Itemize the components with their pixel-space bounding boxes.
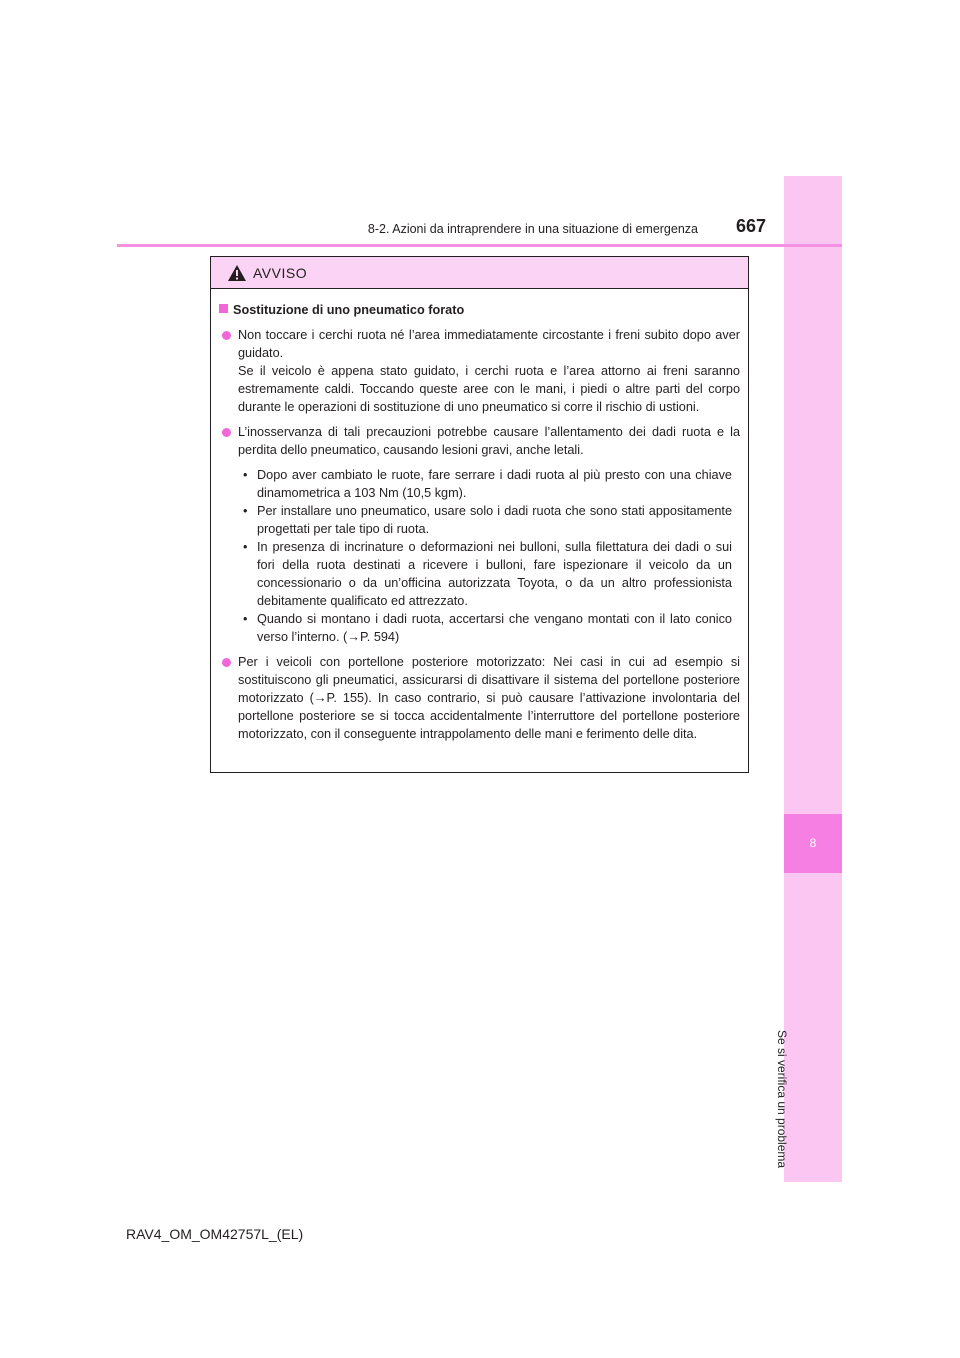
list-item (219, 653, 740, 743)
document-code: RAV4_OM_OM42757L_(EL) (126, 1226, 304, 1242)
page-number: 667 (736, 216, 767, 236)
circle-bullet-icon (222, 658, 231, 667)
sub-bullet: • (243, 468, 248, 482)
bullet-text: Per i veicoli con portellone posteriore motorizzato: Nei casi in cui ad esempio si sostituiscono gli pneumatici, assicurarsi di disattivare il sistema del portellone posteriore motorizzato (→P. 155). In caso contrario, si può causare l’attivazione involontaria del portellone posteriore se si tocca accidentalmente l’interruttore del portellone posteriore motorizzato, con il conseguente intrappolamento delle mani e ferimento delle dita. (238, 655, 740, 741)
circle-bullet-icon (222, 331, 231, 340)
bullet-text: L’inosservanza di tali precauzioni potrebbe causare l’allentamento dei dadi ruota e la perdita dello pneumatico, causando lesioni gravi, anche letali. (238, 425, 740, 457)
list-item (219, 326, 740, 416)
warning-header (211, 257, 748, 289)
side-chapter-tab (784, 176, 842, 1182)
sub-list-item (243, 538, 740, 610)
sub-item-text: Quando si montano i dadi ruota, accertarsi che vengano montati con il lato conico verso l’interno. (→P. 594) (257, 612, 732, 644)
bullet-text: Non toccare i cerchi ruota né l’area immediatamente circostante i freni subito dopo aver guidato. (238, 328, 740, 360)
sub-bullet: • (243, 504, 248, 518)
section-title: 8-2. Azioni da intraprendere in una situazione di emergenza (367, 222, 698, 236)
list-item (219, 423, 740, 459)
sub-item-text: Dopo aver cambiato le ruote, fare serrare i dadi ruota al più presto con una chiave dinamometrica a 103 Nm (10,5 kgm). (257, 468, 732, 500)
circle-bullet-icon (222, 428, 231, 437)
sub-list-item (243, 502, 740, 538)
header-rule (117, 244, 842, 247)
subheading-text: Sostituzione di uno pneumatico forato (233, 303, 465, 317)
warning-body (211, 289, 748, 743)
sub-list (243, 466, 740, 646)
chapter-number: 8 (784, 814, 842, 873)
sub-list-item (243, 610, 740, 646)
warning-triangle-icon (227, 264, 247, 282)
warning-title: AVVISO (253, 264, 308, 281)
warning-box (210, 256, 749, 773)
sub-item-text: In presenza di incrinature o deformazioni nei bulloni, sulla filettatura dei dadi o sui fori della ruota destinati a ricevere i bulloni, fare ispezionare il veicolo da un concessionario o da un’officina autorizzata Toyota, o da un altro professionista debitamente qualificato ed attrezzato. (257, 540, 732, 608)
sub-list-item (243, 466, 740, 502)
bullet-text: Se il veicolo è appena stato guidato, i cerchi ruota e l’area attorno ai freni saranno estremamente caldi. Toccando queste aree con le mani, i piedi o altre parti del corpo durante le operazioni di sostituzione di uno pneumatico si corre il rischio di ustioni. (238, 364, 740, 414)
sub-bullet: • (243, 612, 248, 626)
square-bullet-icon (219, 304, 228, 313)
chapter-label: Se si verifica un problema (775, 1030, 789, 1169)
subheading (219, 301, 740, 319)
sub-item-text: Per installare uno pneumatico, usare solo i dadi ruota che sono stati appositamente progettati per tale tipo di ruota. (257, 504, 732, 536)
sub-bullet: • (243, 540, 248, 554)
